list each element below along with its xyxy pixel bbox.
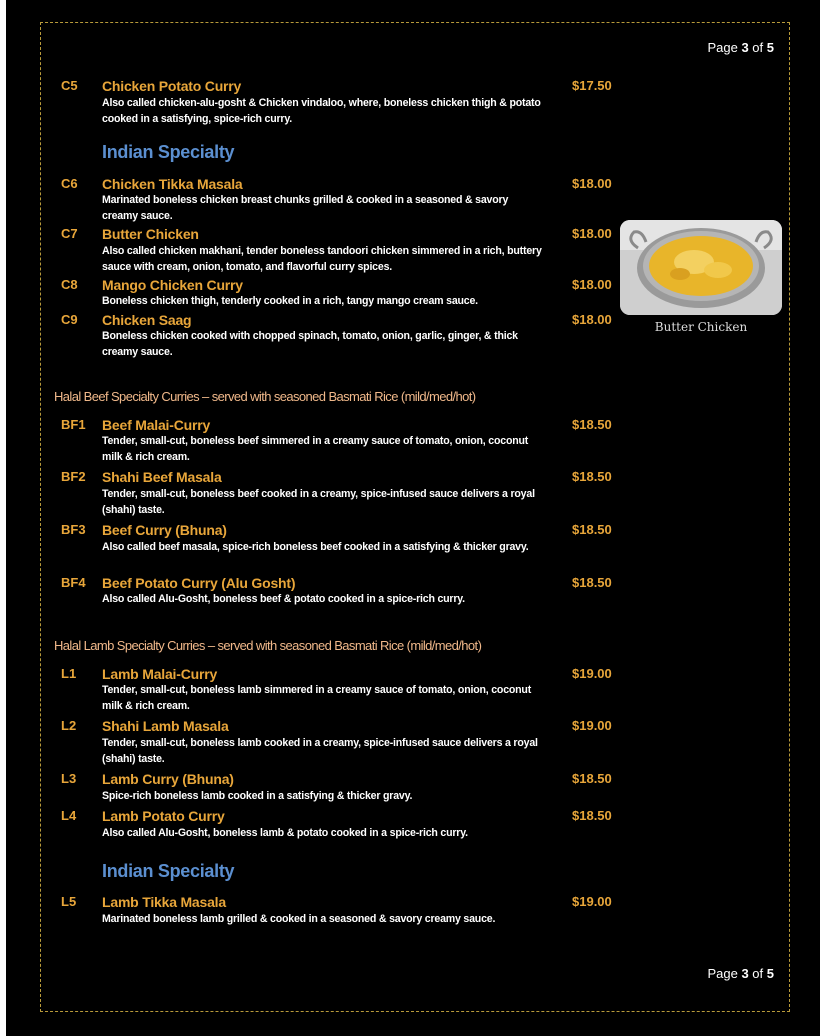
- item-name: Mango Chicken Curry: [102, 277, 243, 293]
- item-name: Beef Potato Curry (Alu Gosht): [102, 575, 296, 591]
- specialty-heading: Indian Specialty: [102, 142, 235, 162]
- item-price: $18.50: [572, 808, 612, 823]
- item-description: Tender, small-cut, boneless beef cooked in a creamy, spice-infused sauce delivers a royal (shahi) taste.: [102, 488, 535, 516]
- item-description: Boneless chicken thigh, tenderly cooked in a rich, tangy mango cream sauce.: [102, 295, 478, 307]
- item-code: L3: [61, 771, 77, 786]
- item-code: L2: [61, 718, 77, 733]
- item-code: L1: [61, 666, 77, 681]
- item-code: BF4: [61, 575, 86, 590]
- curry-bowl-illustration: [620, 220, 782, 315]
- item-price: $19.00: [572, 666, 612, 681]
- item-name: Shahi Lamb Masala: [102, 718, 229, 734]
- item-price: $18.00: [572, 312, 612, 327]
- item-code: C5: [61, 78, 78, 93]
- item-name: Chicken Potato Curry: [102, 78, 242, 94]
- item-name: Lamb Tikka Masala: [102, 894, 226, 910]
- item-price: $18.50: [572, 417, 612, 432]
- item-description: Boneless chicken cooked with chopped spinach, tomato, onion, garlic, ginger, & thick creamy sauce.: [102, 330, 518, 358]
- item-description: Also called chicken makhani, tender boneless tandoori chicken simmered in a rich, buttery sauce with cream, onion, tomato, and flavorful curry spices.: [102, 245, 542, 273]
- item-code: BF1: [61, 417, 86, 432]
- item-price: $18.50: [572, 469, 612, 484]
- item-name: Beef Curry (Bhuna): [102, 522, 227, 538]
- page-number-bottom: Page 3 of 5: [707, 966, 774, 981]
- item-code: C9: [61, 312, 78, 327]
- item-price: $19.00: [572, 718, 612, 733]
- item-code: C6: [61, 176, 78, 191]
- item-price: $18.50: [572, 575, 612, 590]
- item-price: $17.50: [572, 78, 612, 93]
- item-name: Lamb Potato Curry: [102, 808, 225, 824]
- item-name: Chicken Saag: [102, 312, 192, 328]
- item-price: $18.00: [572, 176, 612, 191]
- item-code: L4: [61, 808, 77, 823]
- butter-chicken-photo: [620, 220, 782, 315]
- item-description: Tender, small-cut, boneless beef simmered in a creamy sauce of tomato, onion, coconut milk & rich cream.: [102, 435, 529, 463]
- item-name: Chicken Tikka Masala: [102, 176, 243, 192]
- item-description: Tender, small-cut, boneless lamb cooked in a creamy, spice-infused sauce delivers a royal (shahi) taste.: [102, 737, 538, 765]
- item-name: Lamb Curry (Bhuna): [102, 771, 234, 787]
- item-name: Beef Malai-Curry: [102, 417, 211, 433]
- item-price: $18.00: [572, 277, 612, 292]
- item-price: $19.00: [572, 894, 612, 909]
- item-price: $18.50: [572, 771, 612, 786]
- item-code: BF2: [61, 469, 86, 484]
- item-code: BF3: [61, 522, 86, 537]
- item-description: Also called Alu-Gosht, boneless beef & potato cooked in a spice-rich curry.: [102, 593, 465, 605]
- item-code: C7: [61, 226, 78, 241]
- item-description: Also called beef masala, spice-rich boneless beef cooked in a satisfying & thicker gravy.: [102, 541, 529, 553]
- item-code: L5: [61, 894, 77, 909]
- menu-page: [6, 0, 820, 1036]
- item-description: Tender, small-cut, boneless lamb simmered in a creamy sauce of tomato, onion, coconut milk & rich cream.: [102, 684, 532, 712]
- item-description: Spice-rich boneless lamb cooked in a satisfying & thicker gravy.: [102, 790, 413, 802]
- photo-caption: Butter Chicken: [654, 320, 748, 334]
- item-name: Butter Chicken: [102, 226, 199, 242]
- item-name: Lamb Malai-Curry: [102, 666, 218, 682]
- page-number-top: Page 3 of 5: [707, 40, 774, 55]
- item-code: C8: [61, 277, 78, 292]
- item-description: Marinated boneless lamb grilled & cooked in a seasoned & savory creamy sauce.: [102, 913, 496, 925]
- item-price: $18.00: [572, 226, 612, 241]
- beef-section-heading: Halal Beef Specialty Curries – served with seasoned Basmati Rice (mild/med/hot): [54, 389, 476, 404]
- lamb-section-heading: Halal Lamb Specialty Curries – served with seasoned Basmati Rice (mild/med/hot): [54, 638, 482, 653]
- specialty-heading: Indian Specialty: [102, 861, 235, 881]
- item-description: Also called Alu-Gosht, boneless lamb & potato cooked in a spice-rich curry.: [102, 827, 468, 839]
- item-price: $18.50: [572, 522, 612, 537]
- item-name: Shahi Beef Masala: [102, 469, 222, 485]
- item-description: Also called chicken-alu-gosht & Chicken vindaloo, where, boneless chicken thigh & potato cooked in a satisfying, spice-rich curry.: [102, 97, 541, 125]
- item-description: Marinated boneless chicken breast chunks grilled & cooked in a seasoned & savory creamy sauce.: [102, 194, 509, 222]
